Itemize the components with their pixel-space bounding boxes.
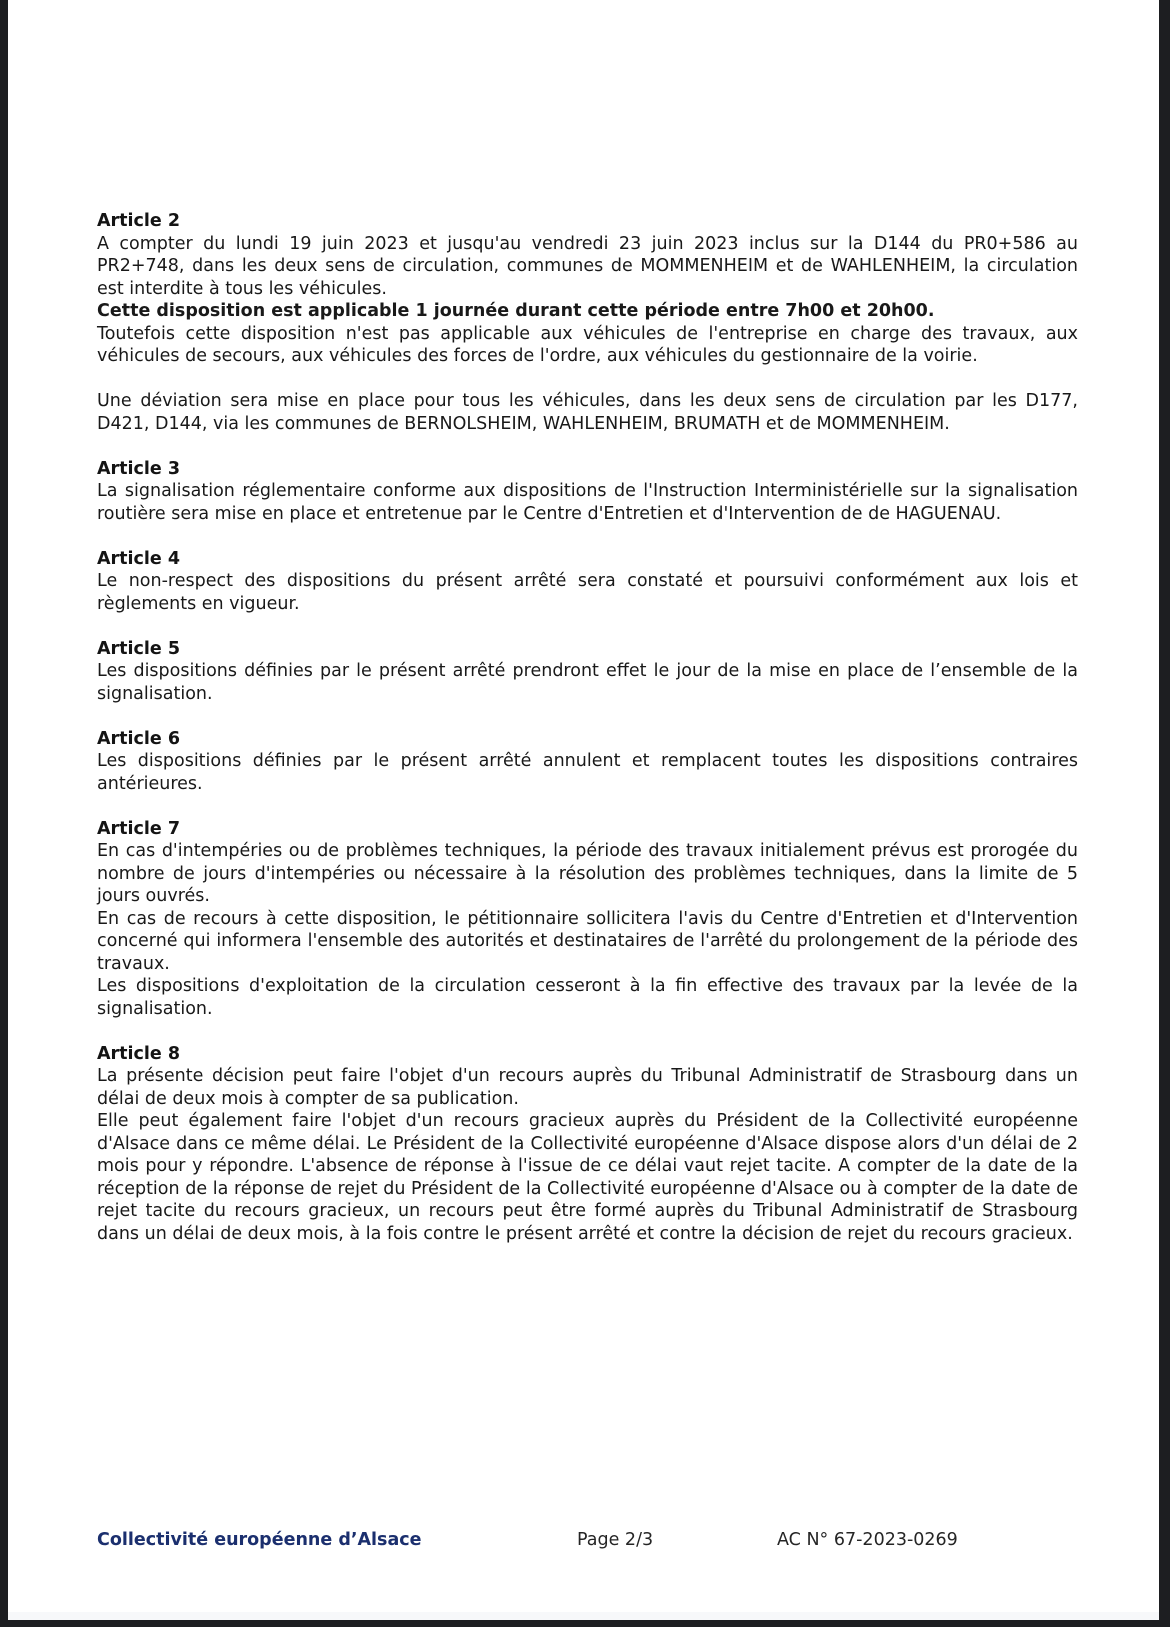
- article-section-7: [97, 818, 1078, 1021]
- paragraph: Le non-respect des dispositions du présent arrêté sera constaté et poursuivi conformément aux lois et règlements en vigueur.: [97, 571, 1078, 614]
- paragraph: En cas de recours à cette disposition, le pétitionnaire sollicitera l'avis du Centre d'Entretien et d'Intervention concerné qui informera l'ensemble des autorités et destinataires de l'arrêté du prolongement de la période des travaux.: [97, 908, 1078, 974]
- paragraph: Les dispositions définies par le présent arrêté prendront effet le jour de la mise en place de l’ensemble de la signalisation.: [97, 661, 1078, 704]
- paragraph: La présente décision peut faire l'objet d'un recours auprès du Tribunal Administratif de Strasbourg dans un délai de deux mois à compter de sa publication.: [97, 1066, 1078, 1109]
- document-content: [97, 210, 1078, 1268]
- article-section-5: [97, 638, 1078, 706]
- paragraph: La signalisation réglementaire conforme aux dispositions de l'Instruction Interministérielle sur la signalisation routière sera mise en place et entretenue par le Centre d'Entretien et d'Intervention de de HAGUENAU.: [97, 481, 1078, 524]
- article-heading: Article 6: [97, 728, 181, 749]
- paragraph: Une déviation sera mise en place pour tous les véhicules, dans les deux sens de circulation par les D177, D421, D144, via les communes de BERNOLSHEIM, WAHLENHEIM, BRUMATH et de MOMMENHEIM.: [97, 391, 1078, 434]
- paragraph-emphasis: Cette disposition est applicable 1 journée durant cette période entre 7h00 et 20h00.: [97, 301, 935, 321]
- article-section-6: [97, 728, 1078, 796]
- article-heading: Article 5: [97, 638, 181, 659]
- article-heading: Article 2: [97, 211, 181, 231]
- article-heading: Article 7: [97, 818, 181, 839]
- article-heading: Article 8: [97, 1043, 181, 1064]
- page-footer: [97, 1529, 1078, 1552]
- document-page: [8, 0, 1159, 1612]
- paragraph: Elle peut également faire l'objet d'un recours gracieux auprès du Président de la Collectivité européenne d'Alsace dans ce même délai. Le Président de la Collectivité européenne d'Alsace dispose alors d'un délai de 2 mois pour y répondre. L'absence de réponse à l'issue de ce délai vaut rejet tacite. A compter de la date de la réception de la réponse de rejet du Président de la Collectivité européenne d'Alsace ou à compter de la date de rejet tacite du recours gracieux, un recours peut être formé auprès du Tribunal Administratif de Strasbourg dans un délai de deux mois, à la fois contre le présent arrêté et contre la décision de rejet du recours gracieux.: [97, 1111, 1078, 1244]
- footer-page-number: Page 2/3: [577, 1530, 654, 1550]
- paragraph: Les dispositions d'exploitation de la circulation cesseront à la fin effective des travaux par la levée de la signalisation.: [97, 976, 1078, 1019]
- page-bottom-edge: [8, 1612, 1159, 1620]
- paragraph: Les dispositions définies par le présent arrêté annulent et remplacent toutes les dispositions contraires antérieures.: [97, 751, 1078, 794]
- footer-organization: Collectivité européenne d’Alsace: [97, 1530, 422, 1550]
- article-heading: Article 4: [97, 548, 181, 569]
- footer-reference-number: AC N° 67-2023-0269: [777, 1530, 958, 1550]
- paragraph: Toutefois cette disposition n'est pas applicable aux véhicules de l'entreprise en charge des travaux, aux véhicules de secours, aux véhicules des forces de l'ordre, aux véhicules du gestionnaire de la voirie.: [97, 323, 1078, 366]
- paragraph: A compter du lundi 19 juin 2023 et jusqu'au vendredi 23 juin 2023 inclus sur la D144 du PR0+586 au PR2+748, dans les deux sens de circulation, communes de MOMMENHEIM et de WAHLENHEIM, la circulation est interdite à tous les véhicules.: [97, 233, 1078, 299]
- article-heading: Article 3: [97, 458, 181, 479]
- article-section-8: [97, 1043, 1078, 1246]
- paragraph: En cas d'intempéries ou de problèmes techniques, la période des travaux initialement prévus est prorogée du nombre de jours d'intempéries ou nécessaire à la résolution des problèmes techniques, dans la limite de 5 jours ouvrés.: [97, 841, 1078, 906]
- article-section-2: [97, 210, 1078, 435]
- article-section-3: [97, 458, 1078, 526]
- article-section-4: [97, 548, 1078, 616]
